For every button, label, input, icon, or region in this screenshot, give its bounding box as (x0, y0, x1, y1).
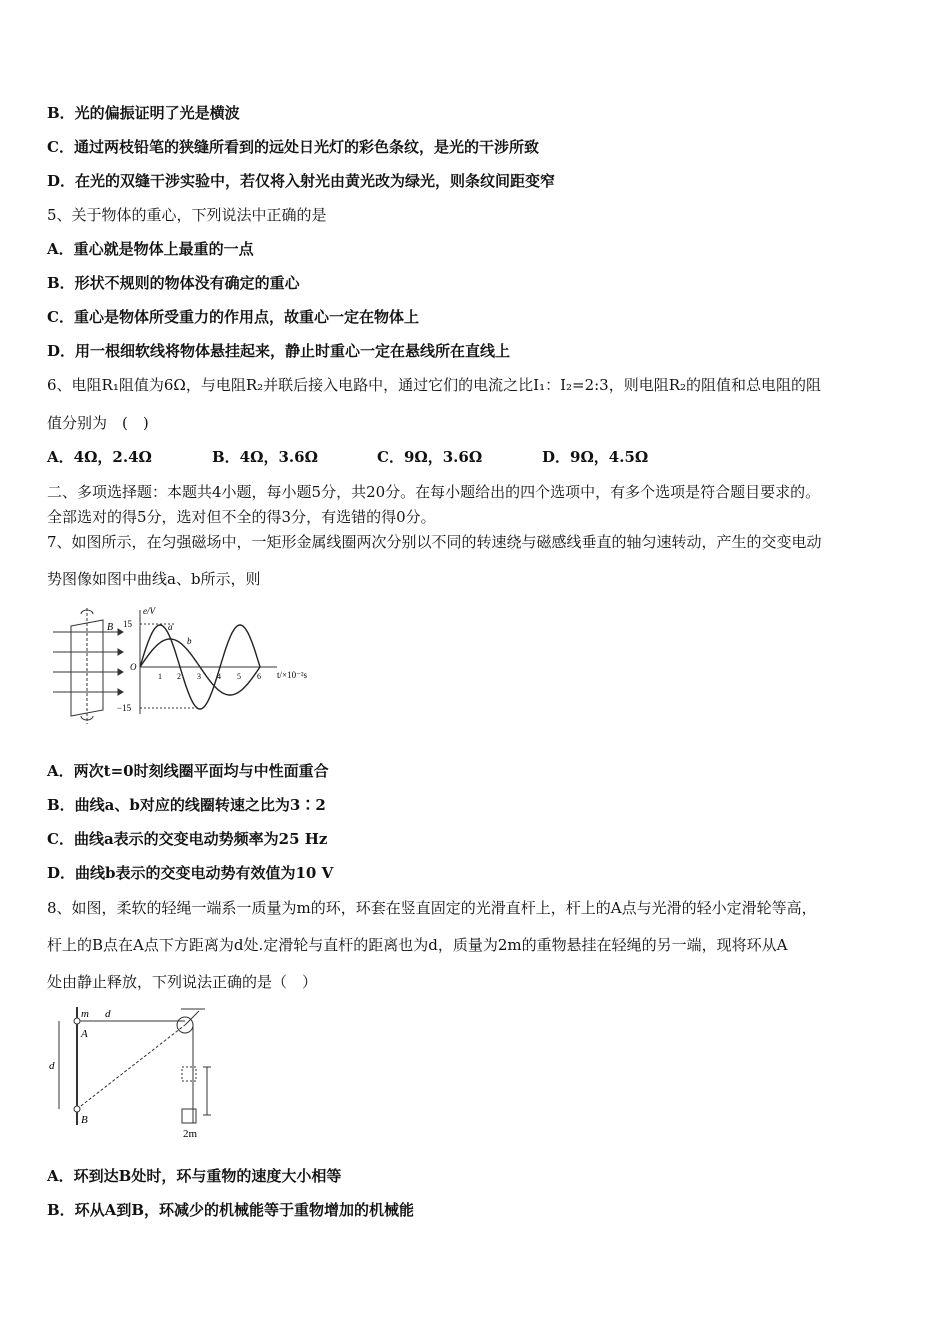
q4-option-c: C．通过两枝铅笔的狭缝所看到的远处日光灯的彩色条纹，是光的干涉所致 (47, 138, 539, 156)
t-tick-2: 2 (177, 672, 181, 681)
point-a-label: A (81, 1028, 88, 1040)
q6-stem-line2: 值分别为 ( ) (47, 414, 149, 432)
q7-option-b: B．曲线a、b对应的线圈转速之比为3∶2 (47, 796, 326, 814)
q7-stem-line1: 7、如图所示，在匀强磁场中，一矩形金属线圈两次分别以不同的转速绕与磁感线垂直的轴匀速转动，产生的交变电动 (47, 533, 822, 551)
curve-b-label: b (187, 636, 192, 646)
q5-stem: 5、关于物体的重心，下列说法中正确的是 (47, 206, 327, 224)
t-axis-label: t/×10⁻²s (277, 670, 308, 680)
point-b (74, 1106, 80, 1112)
t-tick-1: 1 (158, 672, 162, 681)
q7-option-a: A．两次t=0时刻线圈平面均与中性面重合 (47, 762, 329, 780)
q5-option-c: C．重心是物体所受重力的作用点，故重心一定在物体上 (47, 308, 419, 326)
field-label: B (107, 622, 114, 633)
section2-line2: 全部选对的得5分，选对但不全的得3分，有选错的得0分。 (47, 508, 436, 526)
origin-label: O (130, 662, 137, 672)
q8-figure (45, 1003, 225, 1143)
mass-2m-label: 2m (183, 1128, 198, 1140)
q5-option-d: D．用一根细软线将物体悬挂起来，静止时重心一定在悬线所在直线上 (47, 342, 511, 360)
section2-line1: 二、多项选择题：本题共4小题，每小题5分，共20分。在每小题给出的四个选项中，有多个选项是符合题目要求的。 (47, 483, 821, 501)
q7-stem-line2: 势图像如图中曲线a、b所示，则 (47, 570, 261, 588)
q4-option-d: D．在光的双缝干涉实验中，若仅将入射光由黄光改为绿光，则条纹间距变窄 (47, 172, 556, 190)
q5-option-b: B．形状不规则的物体没有确定的重心 (47, 274, 300, 292)
t-tick-4: 4 (217, 672, 221, 681)
e-axis-label: e/V (143, 606, 155, 616)
q5-option-a: A．重心就是物体上最重的一点 (47, 240, 254, 258)
y-tick-neg15: −15 (117, 703, 132, 713)
q8-option-a: A．环到达B处时，环与重物的速度大小相等 (47, 1167, 342, 1185)
q8-stem-line1: 8、如图，柔软的轻绳一端系一质量为m的环，环套在竖直固定的光滑直杆上，杆上的A点与光滑的轻小定滑轮等高， (47, 899, 817, 917)
q6-option-c: C．9Ω，3.6Ω (377, 448, 483, 466)
rope-dashed (77, 1025, 185, 1109)
q6-option-d: D．9Ω，4.5Ω (542, 448, 649, 466)
point-b-label: B (81, 1114, 88, 1126)
q7-option-d: D．曲线b表示的交变电动势有效值为10 V (47, 864, 334, 882)
q7-option-c: C．曲线a表示的交变电动势频率为25 Hz (47, 830, 328, 848)
weight-initial (182, 1067, 196, 1081)
q8-option-b: B．环从A到B，环减少的机械能等于重物增加的机械能 (47, 1201, 414, 1219)
t-tick-6: 6 (257, 672, 261, 681)
d-top-label: d (105, 1008, 111, 1020)
q4-option-b: B．光的偏振证明了光是横波 (47, 104, 240, 122)
q7-figure (45, 600, 315, 728)
q8-stem-line2: 杆上的B点在A点下方距离为d处.定滑轮与直杆的距离也为d，质量为2m的重物悬挂在轻绳的另一端，现将环从A (47, 936, 788, 954)
ring-at-a (74, 1018, 80, 1024)
weight-final (182, 1109, 196, 1123)
t-tick-5: 5 (237, 672, 241, 681)
y-tick-15: 15 (123, 619, 132, 629)
curve-a-label: a (168, 622, 173, 632)
mass-m-label: m (81, 1008, 89, 1020)
q6-option-b: B．4Ω，3.6Ω (212, 448, 318, 466)
q6-stem-line1: 6、电阻R₁阻值为6Ω，与电阻R₂并联后接入电路中，通过它们的电流之比I₁：I₂=2:3，则电阻R₂的阻值和总电阻的阻 (47, 376, 822, 394)
t-tick-3: 3 (197, 672, 201, 681)
q8-stem-line3: 处由静止释放，下列说法正确的是（ ） (47, 973, 318, 991)
q6-option-a: A．4Ω，2.4Ω (47, 448, 152, 466)
d-left-label: d (49, 1060, 55, 1072)
